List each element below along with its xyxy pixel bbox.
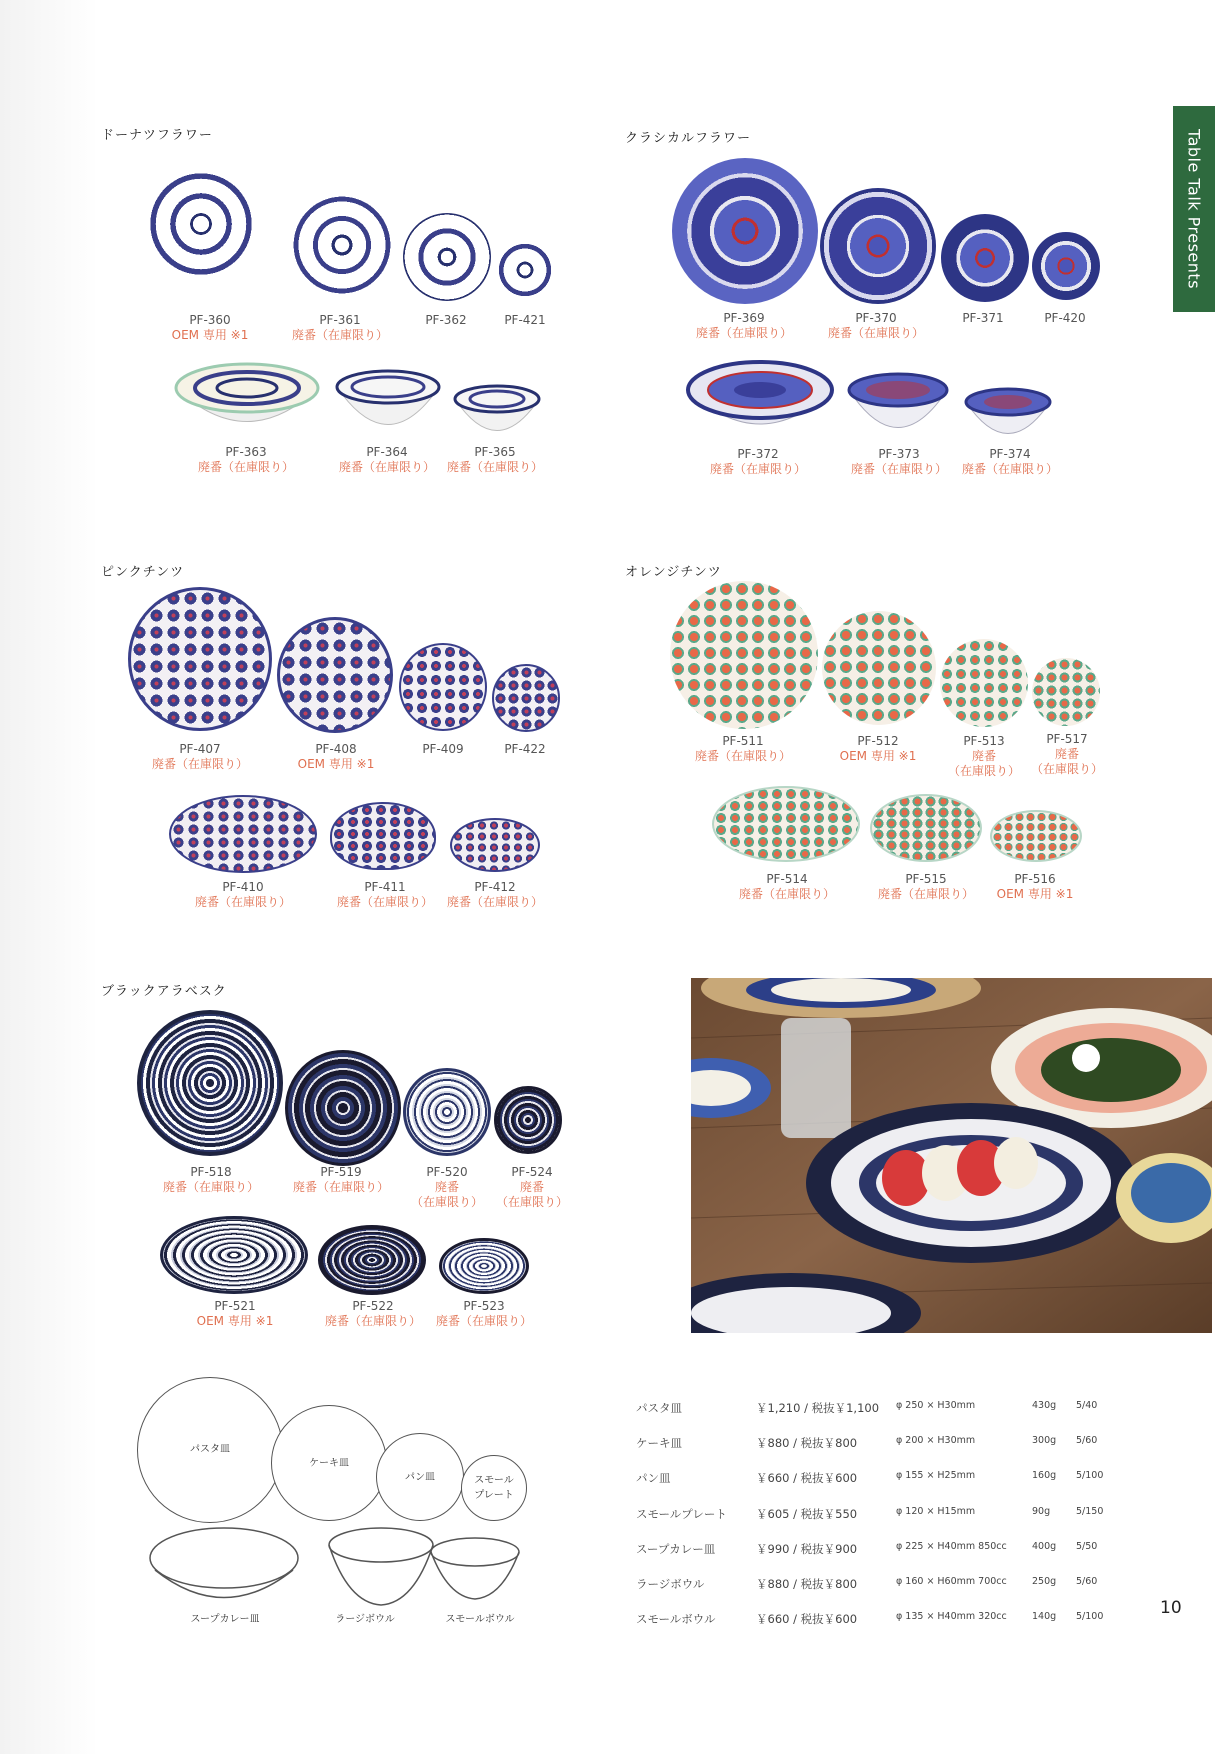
spec-size: φ 135 × H40mm 320cc bbox=[896, 1611, 1007, 1623]
label-pf-412: PF-412 廃番（在庫限り） bbox=[446, 880, 543, 909]
section-title-pink: ピンクチンツ bbox=[101, 565, 185, 580]
spec-weight: 300g bbox=[1032, 1435, 1057, 1447]
diagram-small-plate bbox=[461, 1455, 527, 1521]
dish-pf-408 bbox=[277, 617, 393, 733]
label-pf-524: PF-524 廃番 （在庫限り） bbox=[495, 1165, 568, 1209]
bowl-pf-515 bbox=[870, 794, 982, 862]
spec-weight: 140g bbox=[1032, 1611, 1057, 1623]
spec-price: ￥605 / 税抜￥550 bbox=[756, 1506, 858, 1521]
spec-weight: 250g bbox=[1032, 1576, 1057, 1587]
dish-pf-409 bbox=[399, 643, 487, 731]
spec-row bbox=[636, 1506, 1106, 1526]
label-pf-370: PF-370 廃番（在庫限り） bbox=[827, 311, 924, 340]
bowl-pf-521 bbox=[160, 1216, 308, 1294]
label-pf-522: PF-522 廃番（在庫限り） bbox=[324, 1299, 421, 1328]
dish-pf-369 bbox=[672, 158, 818, 304]
spec-row bbox=[636, 1470, 1106, 1490]
label-pf-516: PF-516 OEM 専用 ※1 bbox=[996, 872, 1074, 901]
dish-pf-513 bbox=[940, 639, 1028, 727]
bowl-pf-372 bbox=[684, 358, 836, 442]
label-pf-408: PF-408 OEM 専用 ※1 bbox=[297, 742, 375, 771]
spec-qty: 5/50 bbox=[1076, 1540, 1098, 1552]
dish-pf-362 bbox=[403, 213, 491, 301]
dish-pf-519 bbox=[285, 1050, 401, 1166]
side-tab-label: Table Talk Presents bbox=[1184, 128, 1204, 290]
dish-pf-517 bbox=[1032, 658, 1100, 726]
spec-price: ￥990 / 税抜￥900 bbox=[756, 1541, 858, 1556]
spec-weight: 400g bbox=[1032, 1540, 1057, 1552]
spec-row bbox=[636, 1541, 1106, 1561]
side-tab bbox=[1173, 106, 1215, 312]
spec-size: φ 155 × H25mm bbox=[896, 1470, 976, 1482]
dish-pf-524 bbox=[494, 1086, 562, 1154]
spec-size: φ 225 × H40mm 850cc bbox=[896, 1540, 1007, 1552]
dish-pf-370 bbox=[820, 188, 936, 304]
spec-weight: 160g bbox=[1032, 1470, 1057, 1482]
bowl-pf-365 bbox=[452, 382, 542, 440]
spec-size: φ 250 × H30mm bbox=[896, 1400, 976, 1411]
diagram-large-bowl-label: ラージボウル bbox=[335, 1614, 395, 1625]
label-pf-371: PF-371 bbox=[962, 311, 1004, 325]
diagram-small-plate-label-2: プレート bbox=[474, 1490, 514, 1501]
spec-row bbox=[636, 1400, 1106, 1420]
bowl-pf-364 bbox=[333, 367, 443, 439]
spec-qty: 5/100 bbox=[1076, 1470, 1104, 1482]
spec-name: ケーキ皿 bbox=[636, 1436, 682, 1451]
spec-qty: 5/60 bbox=[1076, 1435, 1098, 1447]
label-pf-511: PF-511 廃番（在庫限り） bbox=[694, 734, 791, 763]
spec-price: ￥880 / 税抜￥800 bbox=[756, 1577, 858, 1591]
spec-row bbox=[636, 1435, 1106, 1455]
label-pf-363: PF-363 廃番（在庫限り） bbox=[197, 445, 294, 474]
page-number: 10 bbox=[1160, 1598, 1182, 1618]
label-pf-411: PF-411 廃番（在庫限り） bbox=[336, 880, 433, 909]
dish-pf-422 bbox=[492, 664, 560, 732]
label-pf-410: PF-410 廃番（在庫限り） bbox=[194, 880, 291, 909]
dish-pf-360 bbox=[137, 160, 265, 288]
label-pf-519: PF-519 廃番（在庫限り） bbox=[292, 1165, 389, 1194]
diagram-cake-plate bbox=[271, 1405, 387, 1521]
label-pf-512: PF-512 OEM 専用 ※1 bbox=[839, 734, 917, 763]
diagram-small-bowl-label: スモールボウル bbox=[445, 1614, 515, 1625]
label-pf-518: PF-518 廃番（在庫限り） bbox=[162, 1165, 259, 1194]
label-pf-365: PF-365 廃番（在庫限り） bbox=[446, 445, 543, 474]
spec-qty: 5/40 bbox=[1076, 1400, 1098, 1411]
diagram-small-plate-label-1: スモール bbox=[474, 1475, 514, 1486]
label-pf-369: PF-369 廃番（在庫限り） bbox=[695, 311, 792, 340]
diagram-cake-label: ケーキ皿 bbox=[309, 1458, 349, 1469]
page-fold-shadow bbox=[0, 0, 98, 1754]
bowl-pf-412 bbox=[450, 818, 540, 872]
spec-price: ￥880 / 税抜￥800 bbox=[756, 1436, 858, 1451]
dish-pf-511 bbox=[670, 581, 818, 729]
dish-pf-407 bbox=[128, 587, 272, 731]
dish-pf-371 bbox=[941, 214, 1029, 302]
bowl-pf-363 bbox=[172, 360, 322, 440]
dish-pf-512 bbox=[822, 611, 936, 725]
section-title-classical: クラシカルフラワー bbox=[625, 131, 752, 146]
label-pf-513: PF-513 廃番 （在庫限り） bbox=[947, 734, 1020, 778]
spec-row bbox=[636, 1611, 1106, 1631]
label-pf-520: PF-520 廃番 （在庫限り） bbox=[410, 1165, 483, 1209]
label-pf-521: PF-521 OEM 専用 ※1 bbox=[196, 1299, 274, 1328]
spec-row bbox=[636, 1576, 1106, 1596]
spec-weight: 90g bbox=[1032, 1505, 1051, 1517]
spec-qty: 5/150 bbox=[1076, 1505, 1104, 1517]
section-title-donut: ドーナツフラワー bbox=[101, 128, 213, 143]
section-title-black: ブラックアラベスク bbox=[101, 984, 227, 999]
label-pf-409: PF-409 bbox=[422, 742, 464, 756]
bowl-pf-516 bbox=[990, 810, 1082, 862]
spec-name: スモールプレート bbox=[636, 1506, 727, 1521]
spec-name: パスタ皿 bbox=[636, 1401, 682, 1415]
label-pf-515: PF-515 廃番（在庫限り） bbox=[877, 872, 974, 901]
spec-name: パン皿 bbox=[636, 1471, 671, 1486]
spec-weight: 430g bbox=[1032, 1400, 1057, 1411]
diagram-pasta-plate bbox=[137, 1377, 283, 1523]
label-pf-517: PF-517 廃番 （在庫限り） bbox=[1030, 732, 1103, 776]
bowl-pf-373 bbox=[845, 370, 951, 442]
dish-pf-520 bbox=[403, 1068, 491, 1156]
diagram-pasta-label: パスタ皿 bbox=[190, 1444, 230, 1455]
spec-size: φ 200 × H30mm bbox=[896, 1435, 976, 1447]
bowl-pf-411 bbox=[330, 802, 436, 870]
label-pf-422: PF-422 bbox=[504, 742, 546, 756]
label-pf-421: PF-421 bbox=[504, 313, 546, 327]
bowl-pf-523 bbox=[439, 1238, 529, 1294]
spec-price: ￥1,210 / 税抜￥1,100 bbox=[756, 1401, 880, 1415]
section-title-orange: オレンジチンツ bbox=[625, 565, 722, 580]
dish-pf-420 bbox=[1032, 232, 1100, 300]
label-pf-523: PF-523 廃番（在庫限り） bbox=[435, 1299, 532, 1328]
spec-size: φ 160 × H60mm 700cc bbox=[896, 1576, 1007, 1587]
tabletop-photo bbox=[691, 978, 1212, 1333]
label-pf-374: PF-374 廃番（在庫限り） bbox=[961, 447, 1058, 476]
label-pf-360: PF-360 OEM 専用 ※1 bbox=[171, 313, 249, 342]
dish-pf-518 bbox=[137, 1010, 283, 1156]
diagram-soup-label: スープカレー皿 bbox=[190, 1614, 260, 1625]
spec-name: スープカレー皿 bbox=[636, 1541, 716, 1556]
dish-pf-421 bbox=[492, 237, 558, 303]
label-pf-361: PF-361 廃番（在庫限り） bbox=[291, 313, 388, 342]
spec-qty: 5/60 bbox=[1076, 1576, 1098, 1587]
spec-price: ￥660 / 税抜￥600 bbox=[756, 1612, 858, 1627]
label-pf-407: PF-407 廃番（在庫限り） bbox=[151, 742, 248, 771]
spec-price: ￥660 / 税抜￥600 bbox=[756, 1471, 858, 1486]
spec-size: φ 120 × H15mm bbox=[896, 1505, 976, 1517]
bowl-pf-514 bbox=[712, 786, 860, 862]
spec-qty: 5/100 bbox=[1076, 1611, 1104, 1623]
spec-name: スモールボウル bbox=[636, 1612, 716, 1627]
diagram-bowls bbox=[148, 1525, 528, 1615]
bowl-pf-410 bbox=[169, 795, 317, 873]
label-pf-420: PF-420 bbox=[1044, 311, 1086, 325]
diagram-bread-plate bbox=[376, 1433, 464, 1521]
bowl-pf-374 bbox=[963, 385, 1053, 443]
label-pf-364: PF-364 廃番（在庫限り） bbox=[338, 445, 435, 474]
label-pf-373: PF-373 廃番（在庫限り） bbox=[850, 447, 947, 476]
dish-pf-361 bbox=[285, 188, 399, 302]
label-pf-372: PF-372 廃番（在庫限り） bbox=[709, 447, 806, 476]
label-pf-362: PF-362 bbox=[425, 313, 467, 327]
diagram-bread-label: パン皿 bbox=[405, 1472, 435, 1483]
spec-name: ラージボウル bbox=[636, 1577, 705, 1591]
label-pf-514: PF-514 廃番（在庫限り） bbox=[738, 872, 835, 901]
bowl-pf-522 bbox=[318, 1225, 426, 1295]
